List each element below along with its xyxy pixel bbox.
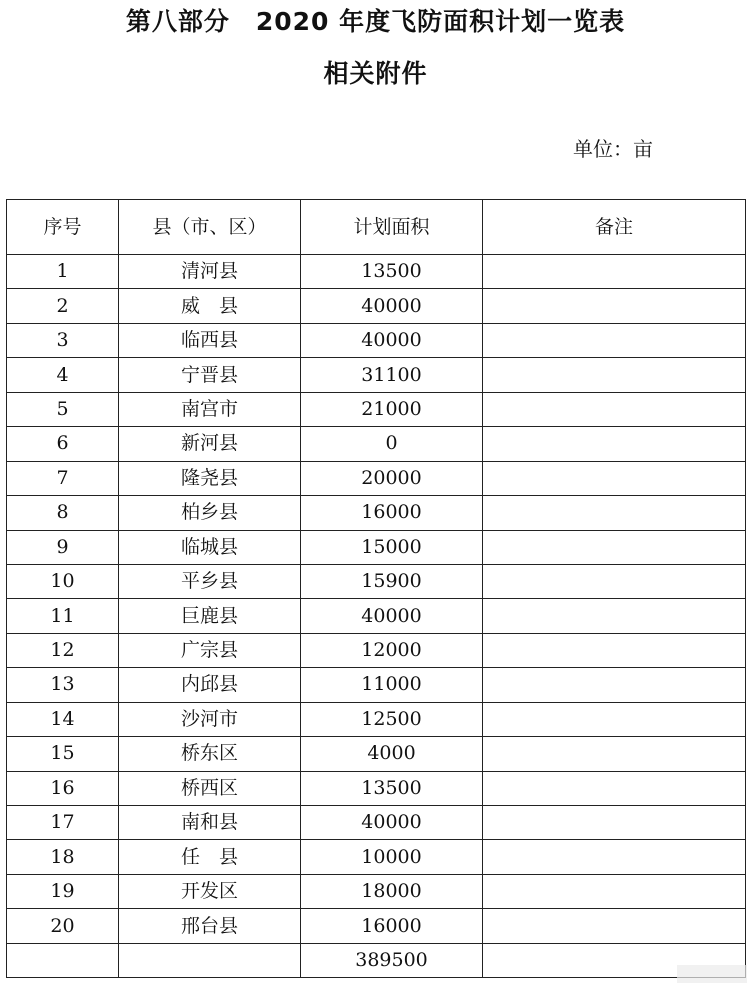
table-header-row: [7, 200, 746, 255]
cell-county: 沙河市: [119, 702, 301, 736]
header-county: 县（市、区）: [119, 200, 301, 255]
cell-serial: 8: [7, 496, 119, 530]
table-row: [7, 461, 746, 495]
total-row: [7, 943, 746, 977]
cell-county: 宁晋县: [119, 358, 301, 392]
cell-serial: 6: [7, 427, 119, 461]
cell-area: 15000: [301, 530, 483, 564]
cell-note: [483, 564, 746, 598]
cell-note: [483, 737, 746, 771]
cell-serial: 16: [7, 771, 119, 805]
cell-serial: 5: [7, 392, 119, 426]
cell-county: 巨鹿县: [119, 599, 301, 633]
cell-area: 40000: [301, 806, 483, 840]
header-serial: 序号: [7, 200, 119, 255]
cell-county: 柏乡县: [119, 496, 301, 530]
page-title: 第八部分 2020 年度飞防面积计划一览表: [125, 7, 626, 36]
cell-serial: 19: [7, 874, 119, 908]
cell-area: 12500: [301, 702, 483, 736]
total-cell-area: 389500: [301, 943, 483, 977]
cell-note: [483, 358, 746, 392]
table-row: [7, 668, 746, 702]
table-row: [7, 874, 746, 908]
cell-area: 15900: [301, 564, 483, 598]
table-row: [7, 323, 746, 357]
cell-area: 18000: [301, 874, 483, 908]
cell-note: [483, 806, 746, 840]
table-row: [7, 633, 746, 667]
cell-note: [483, 461, 746, 495]
table-row: [7, 530, 746, 564]
cell-county: 邢台县: [119, 909, 301, 943]
cell-note: [483, 255, 746, 289]
cell-note: [483, 668, 746, 702]
cell-county: 桥东区: [119, 737, 301, 771]
cell-note: [483, 392, 746, 426]
table-row: [7, 392, 746, 426]
cell-serial: 4: [7, 358, 119, 392]
cell-serial: 7: [7, 461, 119, 495]
cell-county: 南和县: [119, 806, 301, 840]
table-row: [7, 702, 746, 736]
cell-note: [483, 874, 746, 908]
table-row: [7, 496, 746, 530]
cell-serial: 3: [7, 323, 119, 357]
cell-note: [483, 633, 746, 667]
cell-area: 21000: [301, 392, 483, 426]
table-row: [7, 840, 746, 874]
table-row: [7, 909, 746, 943]
cell-area: 12000: [301, 633, 483, 667]
cell-serial: 11: [7, 599, 119, 633]
cell-area: 40000: [301, 323, 483, 357]
cell-serial: 14: [7, 702, 119, 736]
cell-note: [483, 289, 746, 323]
cell-serial: 18: [7, 840, 119, 874]
total-cell-serial: [7, 943, 119, 977]
cell-area: 10000: [301, 840, 483, 874]
cell-county: 临西县: [119, 323, 301, 357]
table-row: [7, 737, 746, 771]
table-row: [7, 806, 746, 840]
cell-area: 0: [301, 427, 483, 461]
cell-county: 广宗县: [119, 633, 301, 667]
cell-area: 16000: [301, 909, 483, 943]
cell-county: 新河县: [119, 427, 301, 461]
table-body: [7, 255, 746, 978]
cell-note: [483, 496, 746, 530]
cell-county: 南宫市: [119, 392, 301, 426]
table-row: [7, 771, 746, 805]
cell-serial: 17: [7, 806, 119, 840]
cell-county: 内邱县: [119, 668, 301, 702]
cell-serial: 2: [7, 289, 119, 323]
cell-area: 13500: [301, 255, 483, 289]
cell-county: 平乡县: [119, 564, 301, 598]
header-area: 计划面积: [301, 200, 483, 255]
table-row: [7, 599, 746, 633]
cell-note: [483, 599, 746, 633]
table-row: [7, 358, 746, 392]
cell-note: [483, 427, 746, 461]
cell-note: [483, 840, 746, 874]
cell-area: 31100: [301, 358, 483, 392]
cell-note: [483, 909, 746, 943]
cell-area: 11000: [301, 668, 483, 702]
cell-serial: 10: [7, 564, 119, 598]
table-row: [7, 255, 746, 289]
header-note: 备注: [483, 200, 746, 255]
table-row: [7, 427, 746, 461]
cell-serial: 15: [7, 737, 119, 771]
cell-serial: 13: [7, 668, 119, 702]
cell-serial: 20: [7, 909, 119, 943]
cell-serial: 9: [7, 530, 119, 564]
watermark: [677, 965, 747, 983]
cell-serial: 1: [7, 255, 119, 289]
plan-table: [6, 199, 746, 978]
cell-county: 开发区: [119, 874, 301, 908]
cell-area: 16000: [301, 496, 483, 530]
table-row: [7, 564, 746, 598]
cell-area: 40000: [301, 599, 483, 633]
cell-county: 清河县: [119, 255, 301, 289]
cell-area: 40000: [301, 289, 483, 323]
cell-area: 13500: [301, 771, 483, 805]
page-subtitle: 相关附件: [323, 59, 428, 88]
cell-county: 隆尧县: [119, 461, 301, 495]
table-row: [7, 289, 746, 323]
cell-note: [483, 702, 746, 736]
cell-area: 4000: [301, 737, 483, 771]
cell-county: 桥西区: [119, 771, 301, 805]
cell-county: 临城县: [119, 530, 301, 564]
cell-note: [483, 530, 746, 564]
cell-county: 威 县: [119, 289, 301, 323]
total-cell-county: [119, 943, 301, 977]
cell-serial: 12: [7, 633, 119, 667]
cell-note: [483, 771, 746, 805]
cell-note: [483, 323, 746, 357]
cell-area: 20000: [301, 461, 483, 495]
unit-label: 单位：亩: [573, 137, 653, 161]
cell-county: 任 县: [119, 840, 301, 874]
